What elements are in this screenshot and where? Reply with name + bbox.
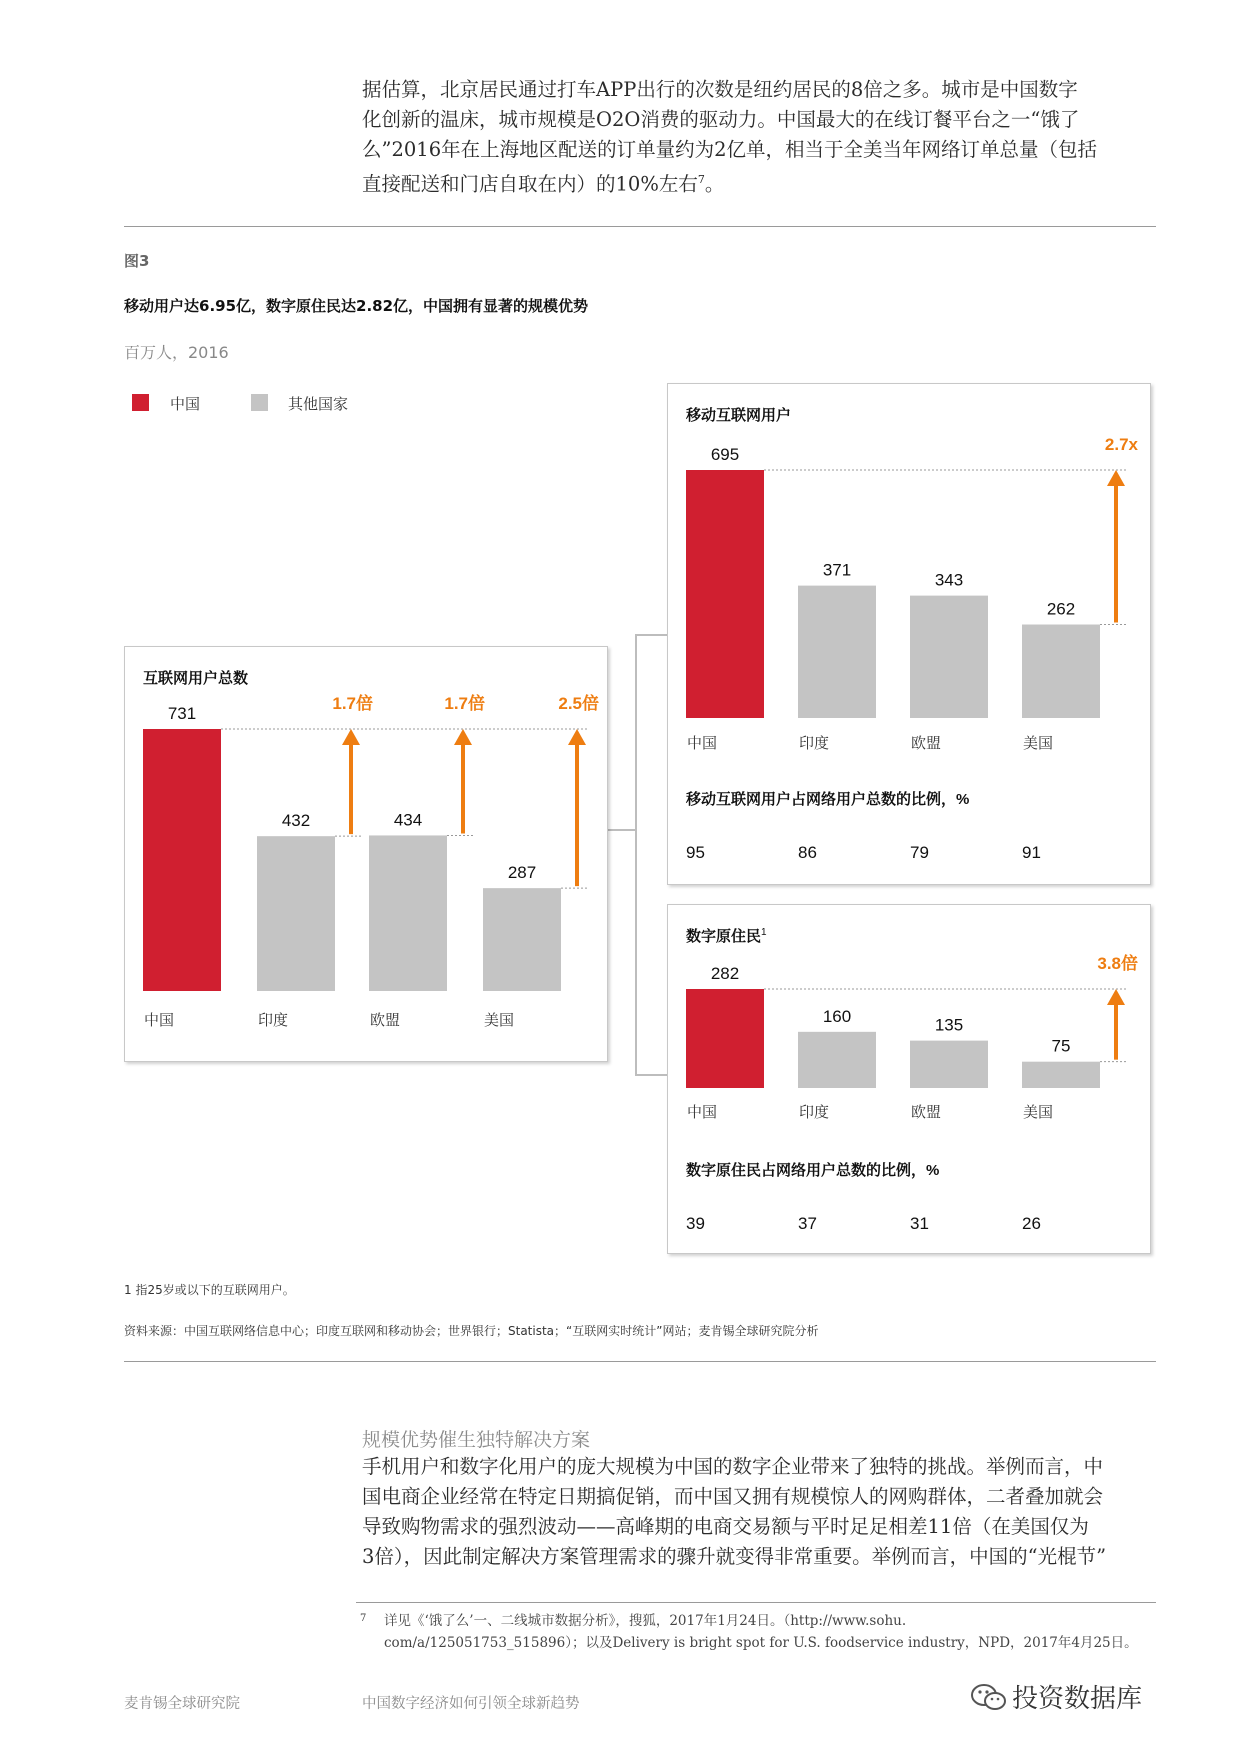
panel-mobile-users <box>667 383 1151 885</box>
top-paragraph <box>362 75 1162 200</box>
ratio-value: 39 <box>686 1214 705 1233</box>
chart-title: 移动互联网用户 <box>686 407 792 424</box>
chart-mobile-users <box>668 384 1150 884</box>
panel-internet-users <box>124 646 608 1062</box>
figure-title: 移动用户达6.95亿，数字原住民达2.82亿，中国拥有显著的规模优势 <box>124 297 589 315</box>
category-label: 中国 <box>687 735 718 752</box>
top-paragraph-end: 。 <box>704 172 725 196</box>
ratio-value: 37 <box>798 1214 817 1233</box>
bar-china <box>686 470 764 718</box>
section-line: 国电商企业经常在特定日期搞促销，而中国又拥有规模惊人的网购群体，二者叠加就会 <box>362 1485 1104 1508</box>
chart-digital-natives <box>668 905 1150 1253</box>
legend-label-china: 中国 <box>170 395 201 413</box>
bar-value-label: 731 <box>167 704 197 723</box>
source-note: 资料来源：中国互联网络信息中心；印度互联网和移动协会；世界银行；Statista；“互联网实时统计”网站；麦肯锡全球研究院分析 <box>124 1324 819 1338</box>
top-paragraph-line: 么”2016年在上海地区配送的订单量约为2亿单，相当于全美当年网络订单总量（包括 <box>362 138 1098 161</box>
category-label: 印度 <box>258 1012 289 1029</box>
figure-subtitle: 百万人，2016 <box>124 343 229 362</box>
bar-china <box>143 729 221 991</box>
category-label: 美国 <box>1023 1104 1054 1121</box>
bar-other <box>910 1041 988 1088</box>
ratio-title: 移动互联网用户占网络用户总数的比例，% <box>686 791 970 808</box>
multiplier-label: 3.8倍 <box>1097 954 1138 973</box>
watermark: 投资数据库 <box>1012 1684 1143 1714</box>
footnote-7 <box>384 1610 1154 1654</box>
multiplier-arrow-head <box>568 729 586 745</box>
title-superscript: 1 <box>761 927 767 938</box>
divider <box>124 1361 1156 1362</box>
bar-other <box>1022 625 1100 718</box>
footnote-divider <box>356 1602 1156 1603</box>
ratio-value: 86 <box>798 843 817 862</box>
section-line: 手机用户和数字化用户的庞大规模为中国的数字企业带来了独特的挑战。举例而言，中 <box>362 1455 1104 1478</box>
footnote-7-mark: 7 <box>360 1613 367 1624</box>
category-label: 欧盟 <box>370 1012 401 1029</box>
bar-other <box>798 1032 876 1088</box>
bar-value-label: 432 <box>281 811 311 831</box>
divider <box>124 226 1156 227</box>
multiplier-label: 2.5倍 <box>558 694 599 713</box>
chart-title: 数字原住民$^1$ <box>686 927 767 945</box>
multiplier-arrow-head <box>1107 989 1125 1005</box>
multiplier-label: 1.7倍 <box>332 694 373 713</box>
bar-value-label: 262 <box>1046 599 1076 619</box>
category-label: 美国 <box>484 1012 515 1029</box>
footnote-mark[interactable]: 7 <box>697 173 705 186</box>
category-label: 美国 <box>1023 735 1054 752</box>
legend-label-others: 其他国家 <box>288 395 349 413</box>
section-heading: 规模优势催生独特解决方案 <box>362 1429 591 1451</box>
footer-center: 中国数字经济如何引领全球新趋势 <box>362 1696 580 1712</box>
panel-digital-natives <box>667 904 1151 1254</box>
wechat-icon <box>970 1682 1008 1714</box>
section-line: 3倍），因此制定解决方案管理需求的骤升就变得非常重要。举例而言，中国的“光棍节” <box>362 1545 1107 1568</box>
top-paragraph-line-text: 直接配送和门店自取在内）的10%左右 <box>362 172 698 196</box>
bar-value-label: 160 <box>822 1006 852 1026</box>
bar-value-label: 282 <box>710 964 740 983</box>
bar-value-label: 434 <box>393 810 423 830</box>
category-label: 印度 <box>799 735 830 752</box>
legend-swatch-china <box>132 394 149 411</box>
chart-title: 互联网用户总数 <box>143 670 249 687</box>
bar-china <box>686 989 764 1088</box>
bar-other <box>1022 1062 1100 1088</box>
bar-other <box>369 835 447 991</box>
bar-value-label: 343 <box>934 570 964 590</box>
category-label: 印度 <box>799 1104 830 1121</box>
note-1: 1 指25岁或以下的互联网用户。 <box>124 1283 295 1297</box>
ratio-value: 79 <box>910 843 929 862</box>
footnote-7-line: 详见《‘饿了么’一、二线城市数据分析》，搜狐，2017年1月24日。（http://www.sohu. <box>384 1613 907 1629</box>
ratio-value: 31 <box>910 1214 929 1233</box>
bar-value-label: 371 <box>822 560 852 580</box>
multiplier-label: 2.7x <box>1104 435 1138 454</box>
ratio-value: 95 <box>686 843 705 862</box>
multiplier-arrow-head <box>1107 470 1125 486</box>
category-label: 中国 <box>144 1012 175 1029</box>
chart-internet-users <box>125 647 607 1061</box>
legend-swatch-others <box>251 394 268 411</box>
bar-value-label: 135 <box>934 1015 964 1035</box>
bar-value-label: 75 <box>1051 1036 1071 1056</box>
bar-value-label: 287 <box>507 863 537 883</box>
multiplier-label: 1.7倍 <box>444 694 485 713</box>
footnote-7-line: com/a/125051753_515896）；以及Delivery is bright spot for U.S. foodservice industry，NPD，2017年4月25日。 <box>384 1635 1138 1651</box>
figure-label: 图3 <box>124 252 150 270</box>
bar-other <box>798 586 876 718</box>
bar-other <box>483 888 561 991</box>
section-paragraph <box>362 1452 1162 1572</box>
section-line: 导致购物需求的强烈波动——高峰期的电商交易额与平时足足相差11倍（在美国仅为 <box>362 1515 1089 1538</box>
top-paragraph-line: 据估算，北京居民通过打车APP出行的次数是纽约居民的8倍之多。城市是中国数字 <box>362 78 1078 101</box>
bar-other <box>257 836 335 991</box>
panel-connector <box>600 630 670 1090</box>
bar-value-label: 695 <box>710 445 740 464</box>
ratio-value: 91 <box>1022 843 1041 862</box>
multiplier-arrow-head <box>454 729 472 745</box>
top-paragraph-line <box>362 165 1162 200</box>
category-label: 欧盟 <box>911 735 942 752</box>
ratio-title: 数字原住民占网络用户总数的比例，% <box>686 1162 940 1179</box>
category-label: 中国 <box>687 1104 718 1121</box>
ratio-value: 26 <box>1022 1214 1041 1233</box>
footer-left: 麦肯锡全球研究院 <box>124 1696 240 1712</box>
category-label: 欧盟 <box>911 1104 942 1121</box>
bar-other <box>910 596 988 718</box>
top-paragraph-line: 化创新的温床，城市规模是O2O消费的驱动力。中国最大的在线订餐平台之一“饿了 <box>362 108 1080 131</box>
multiplier-arrow-head <box>342 729 360 745</box>
